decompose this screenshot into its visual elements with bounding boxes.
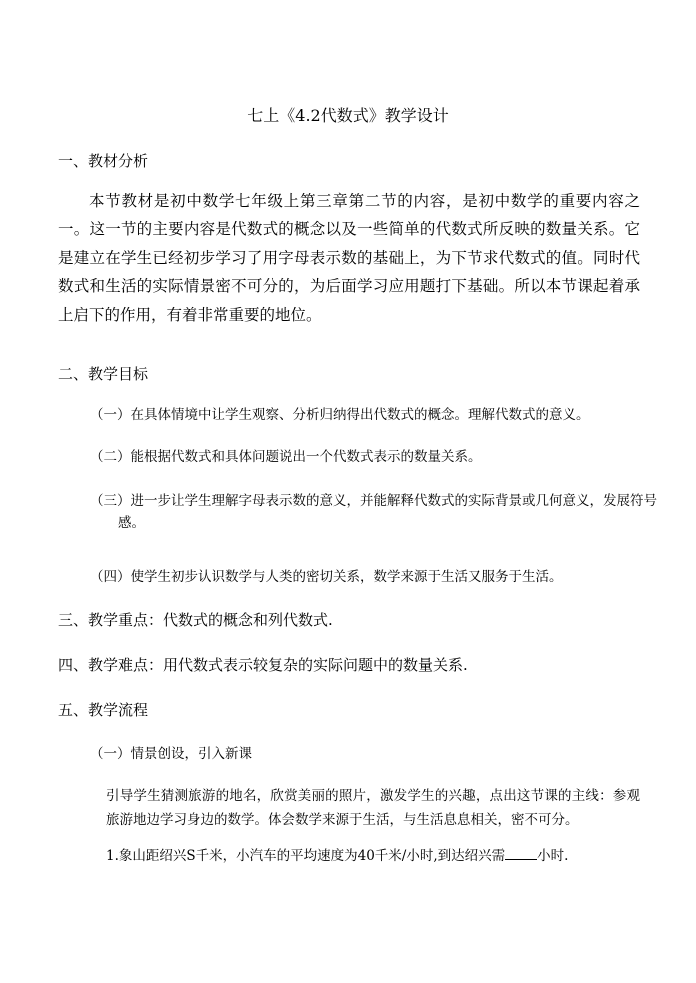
goal-item: （二）能根据代数式和具体问题说出一个代数式表示的数量关系。 — [90, 449, 482, 465]
example-question-unit: 小时. — [537, 848, 569, 864]
process-step-title: （一）情景创设，引入新课 — [90, 746, 252, 762]
analysis-paragraph: 本节教材是初中数学七年级上第三章第二节的内容，是初中数学的重要内容之一。这一节的主要内容是代数式的概念以及一些简单的代数式所反映的数量关系。它是建立在学生已经初步学习了用字母表示数的基础上，为下节求代数式的值。同时代数式和生活的实际情景密不可分的，为后面学习应用题打下基础。所以本节课起着承上启下的作用，有着非常重要的地位。 — [58, 192, 640, 324]
section-heading-process: 五、教学流程 — [58, 701, 149, 719]
document-title: 七上《4.2代数式》教学设计 — [247, 106, 449, 125]
section-heading-difficulties: 四、教学难点：用代数式表示较复杂的实际问题中的数量关系. — [58, 656, 468, 674]
example-question-text: 1.象山距绍兴S千米，小汽车的平均速度为40千米/小时,到达绍兴需 — [106, 848, 506, 864]
goal-item: （一）在具体情境中让学生观察、分析归纳得出代数式的概念。理解代数式的意义。 — [90, 407, 590, 423]
example-question — [106, 846, 640, 866]
process-intro-paragraph: 引导学生猜测旅游的地名，欣赏美丽的照片，激发学生的兴趣，点出这节课的主线：参观旅游地边学习身边的数学。体会数学来源于生活，与生活息息相关，密不可分。 — [106, 788, 640, 828]
goal-item: （四）使学生初步认识数学与人类的密切关系，数学来源于生活又服务于生活。 — [90, 569, 563, 585]
section-heading-analysis: 一、教材分析 — [58, 152, 149, 170]
section-heading-goals: 二、教学目标 — [58, 365, 149, 383]
answer-blank — [505, 846, 537, 860]
goal-item: （三）进一步让学生理解字母表示数的意义，并能解释代数式的实际背景或几何意义，发展符号感。 — [90, 493, 657, 531]
section-heading-key-points: 三、教学重点：代数式的概念和列代数式. — [58, 611, 333, 629]
